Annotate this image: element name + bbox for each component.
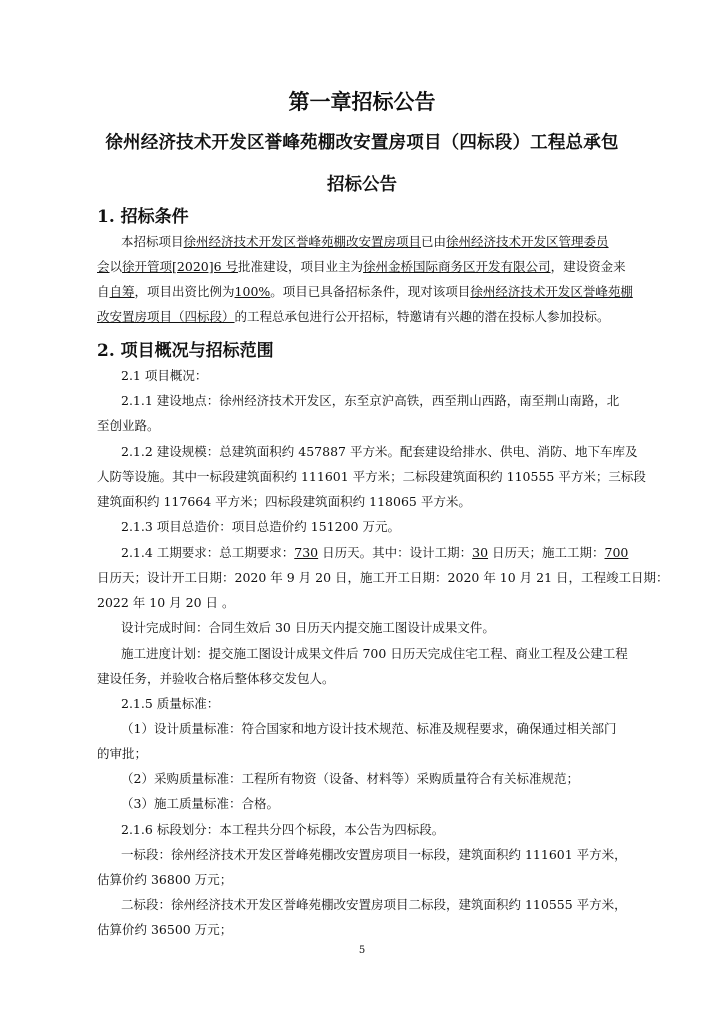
paragraph-line: 自自筹，项目出资比例为100%。项目已具备招标条件，现对该项目徐州经济技术开发区誉峰苑棚	[97, 284, 633, 299]
text-line: 2.1.2 建设规模：总建筑面积约 457887 平方米。配套建设给排水、供电、消防、地下车库及	[121, 444, 638, 459]
text-line: （3）施工质量标准：合格。	[121, 796, 279, 811]
text-line: 人防等设施。其中一标段建筑面积约 111601 平方米；二标段建筑面积约 110555 平方米；三标段	[97, 469, 646, 484]
paragraph-line: 本招标项目徐州经济技术开发区誉峰苑棚改安置房项目已由徐州经济技术开发区管理委员	[121, 234, 609, 249]
text-line: 至创业路。	[97, 418, 160, 433]
text-line: 设计完成时间：合同生效后 30 日历天内提交施工图设计成果文件。	[121, 620, 495, 635]
text-line: 2.1.4 工期要求：总工期要求：730 日历天。其中：设计工期：30 日历天；施工工期：700	[121, 545, 629, 560]
text-line: 2022 年 10 月 20 日 。	[97, 595, 235, 610]
notice-title: 招标公告	[327, 175, 397, 195]
section-1-heading: 1. 招标条件	[97, 207, 189, 227]
paragraph-line: 会以徐开管项[2020]6 号批准建设，项目业主为徐州金桥国际商务区开发有限公司，建设资金来	[97, 259, 626, 274]
text-line: 一标段：徐州经济技术开发区誉峰苑棚改安置房项目一标段，建筑面积约 111601 平方米，	[121, 847, 627, 862]
text-line: 日历天；设计开工日期：2020 年 9 月 20 日，施工开工日期：2020 年 10 月 21 日，工程竣工日期：	[97, 570, 669, 585]
section-2-heading: 2. 项目概况与招标范围	[97, 341, 274, 361]
chapter-title: 第一章招标公告	[288, 89, 436, 114]
text-line: 2.1.3 项目总造价：项目总造价约 151200 万元。	[121, 519, 400, 534]
text-line: （1）设计质量标准：符合国家和地方设计技术规范、标准及规程要求，确保通过相关部门	[121, 721, 617, 736]
text-line: 2.1.6 标段划分：本工程共分四个标段，本公告为四标段。	[121, 822, 445, 837]
text-line: 的审批；	[97, 746, 148, 761]
text-line: 2.1.1 建设地点：徐州经济技术开发区，东至京沪高铁，西至荆山西路，南至荆山南路，北	[121, 393, 620, 408]
text-line: 2.1.5 质量标准：	[121, 696, 220, 711]
text-line: 估算价约 36800 万元；	[97, 872, 233, 887]
text-line: （2）采购质量标准：工程所有物资（设备、材料等）采购质量符合有关标准规范；	[121, 771, 579, 786]
text-line: 建设任务，并验收合格后整体移交发包人。	[97, 671, 335, 686]
page-number: 5	[358, 945, 366, 956]
project-title: 徐州经济技术开发区誉峰苑棚改安置房项目（四标段）工程总承包	[105, 133, 619, 153]
text-line: 估算价约 36500 万元；	[97, 922, 233, 937]
text-line: 2.1 项目概况：	[121, 368, 208, 383]
paragraph-line: 改安置房项目（四标段）的工程总承包进行公开招标，特邀请有兴趣的潜在投标人参加投标。	[97, 309, 610, 324]
text-line: 施工进度计划：提交施工图设计成果文件后 700 日历天完成住宅工程、商业工程及公建工程	[121, 646, 628, 661]
text-line: 二标段：徐州经济技术开发区誉峰苑棚改安置房项目二标段，建筑面积约 110555 平方米，	[121, 897, 627, 912]
text-line: 建筑面积约 117664 平方米；四标段建筑面积约 118065 平方米。	[97, 494, 471, 509]
